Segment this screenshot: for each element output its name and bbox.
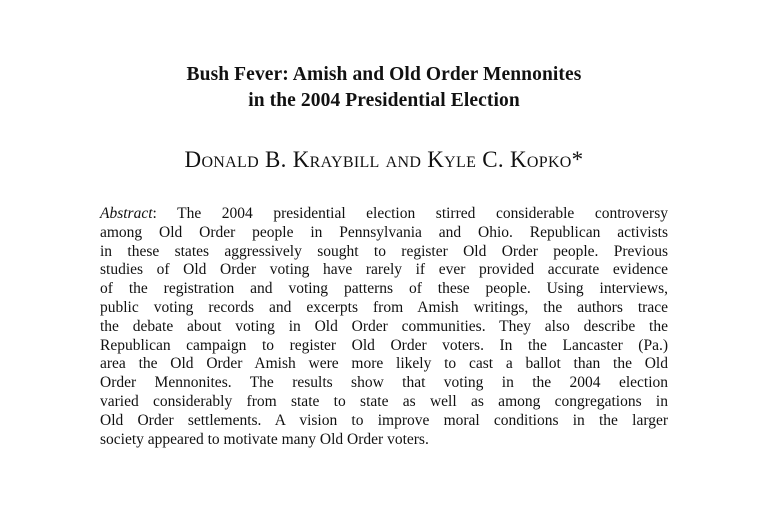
abstract-line: Order Mennonites. The results show that voting in the 2004 election	[100, 374, 668, 392]
abstract-line: among Old Order people in Pennsylvania and Ohio. Republican activists	[100, 223, 668, 241]
abstract-line: studies of Old Order voting have rarely if ever provided accurate evidence	[100, 261, 668, 279]
abstract-label: Abstract	[100, 205, 153, 222]
abstract-line: varied considerably from state to state as well as among congregations in	[100, 392, 668, 410]
abstract-line: of the registration and voting patterns of these people. Using interviews,	[100, 280, 668, 298]
abstract-line: Republican campaign to register Old Order voters. In the Lancaster (Pa.)	[100, 336, 668, 354]
paper-title-line-1: Bush Fever: Amish and Old Order Mennonites	[186, 64, 582, 85]
abstract-line	[100, 205, 668, 224]
paper-title	[0, 62, 768, 114]
paper-title-line-2: in the 2004 Presidential Election	[248, 90, 520, 111]
abstract-line: the debate about voting in Old Order communities. They also describe the	[100, 317, 668, 335]
paper-authors: Donald B. Kraybill and Kyle C. Kopko*	[184, 147, 584, 172]
abstract	[100, 205, 668, 449]
abstract-line: Old Order settlements. A vision to improve moral conditions in the larger	[100, 411, 668, 429]
abstract-line: in these states aggressively sought to register Old Order people. Previous	[100, 242, 668, 260]
abstract-line-text: : The 2004 presidential election stirred considerable controversy	[152, 205, 668, 222]
abstract-line: area the Old Order Amish were more likely to cast a ballot than the Old	[100, 355, 668, 373]
abstract-line: society appeared to motivate many Old Order voters.	[100, 430, 429, 448]
abstract-line: public voting records and excerpts from Amish writings, the authors trace	[100, 298, 668, 316]
